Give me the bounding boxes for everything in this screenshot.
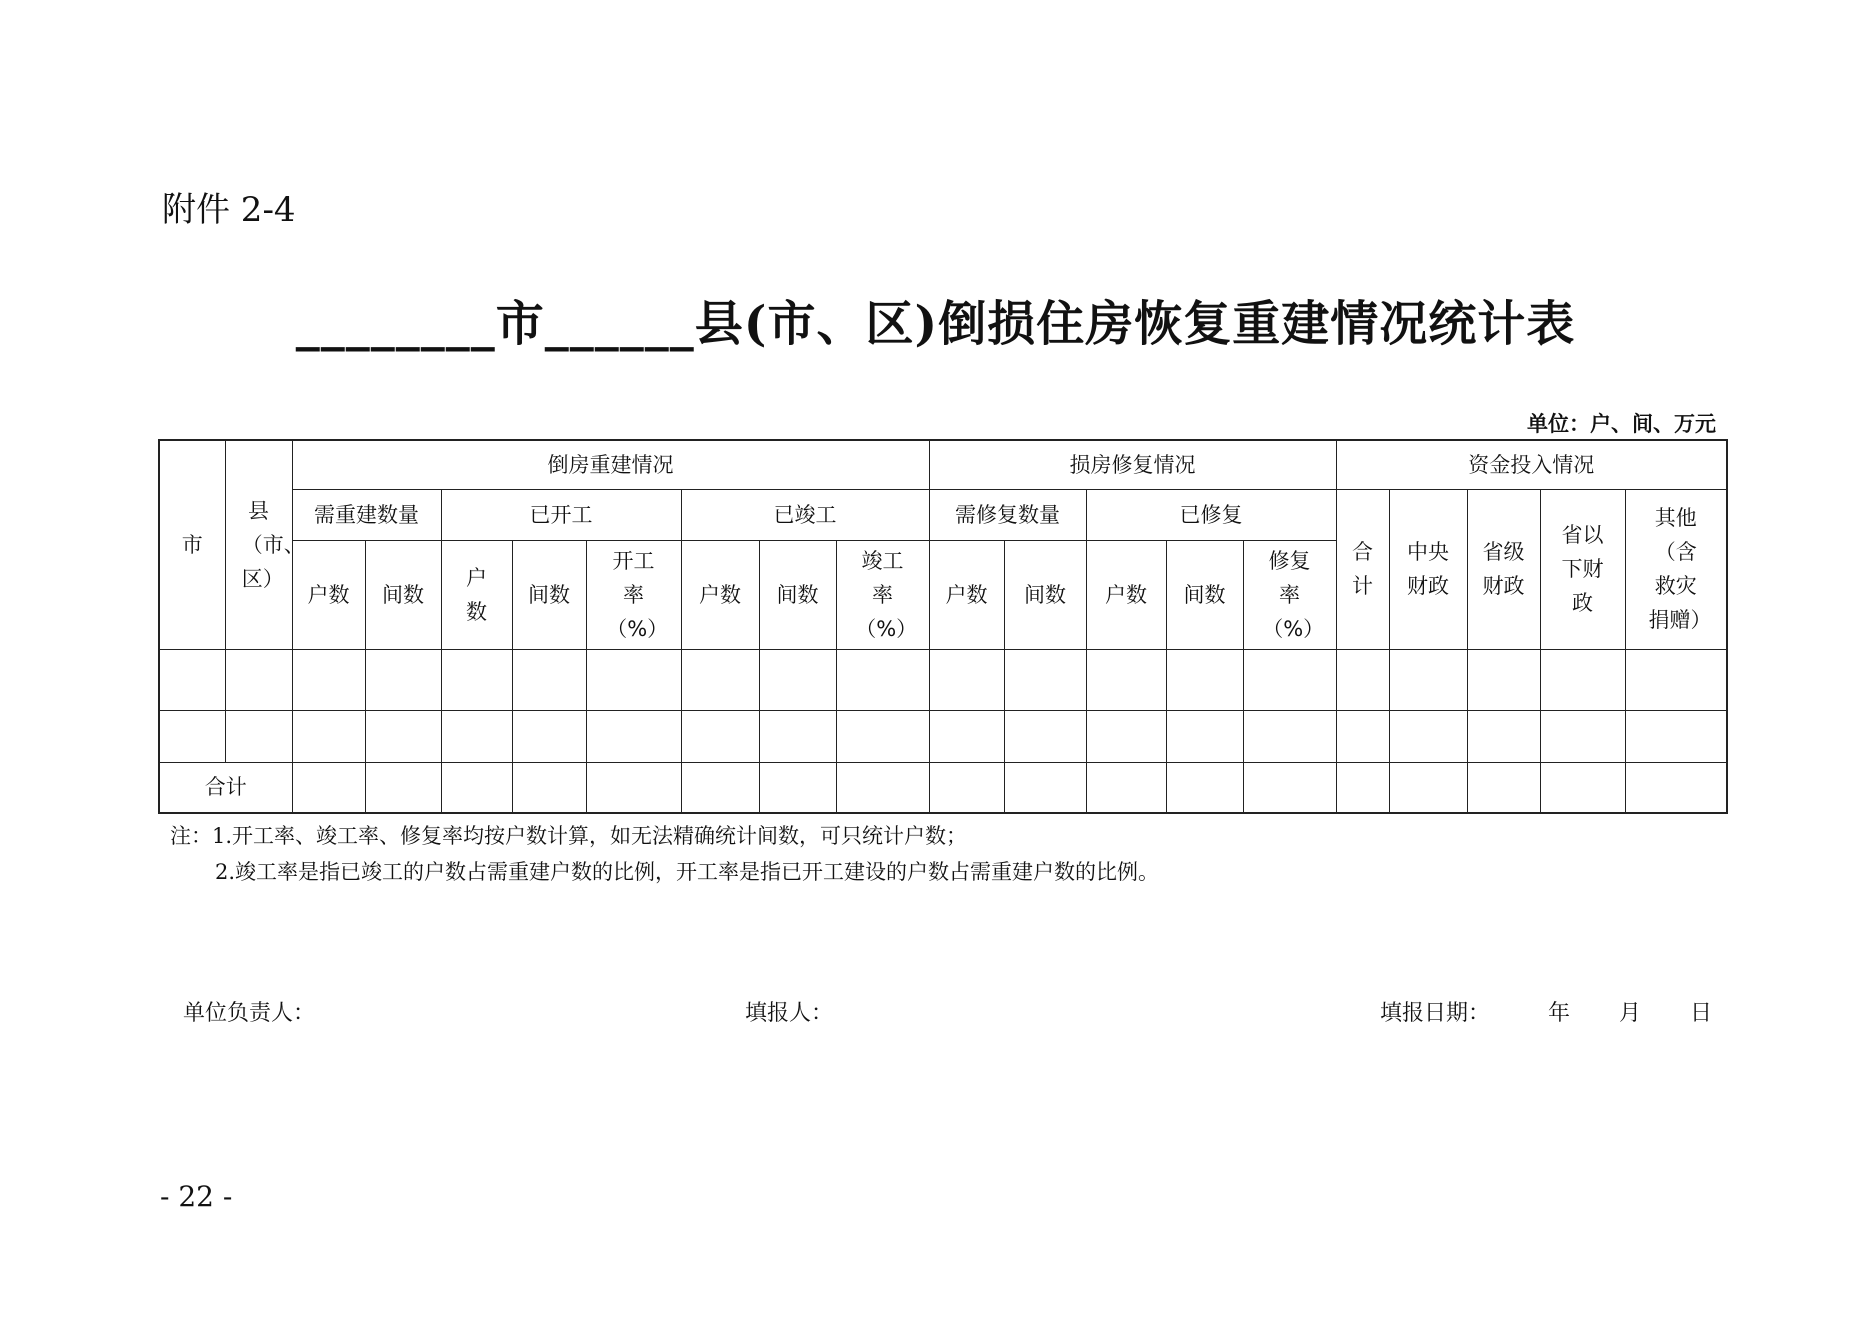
total-row (159, 762, 1727, 813)
header-funds-total: 合计 (1336, 489, 1389, 649)
header-need-repair: 需修复数量 (929, 489, 1086, 540)
header-repaired-rooms: 间数 (1166, 540, 1243, 649)
header-rebuild-rooms: 间数 (365, 540, 441, 649)
page-title: ________市______县(市、区)倒损住房恢复重建情况统计表 (295, 296, 1576, 352)
page-number: - 22 - (160, 1180, 233, 1213)
header-completion-rate: 竣工率（%） (836, 540, 929, 649)
filler-label: 填报人： (745, 1001, 834, 1026)
header-start-rate: 开工率（%） (586, 540, 681, 649)
header-funds-group: 资金投入情况 (1336, 440, 1727, 489)
header-rebuild-households: 户数 (292, 540, 365, 649)
note-line-2: 2.竣工率是指已竣工的户数占需重建户数的比例，开工率是指已开工建设的户数占需重建户数的比例。 (215, 860, 1160, 884)
header-county: 县（市、区） (225, 440, 292, 649)
header-started-rooms: 间数 (512, 540, 586, 649)
header-rebuild-group: 倒房重建情况 (292, 440, 929, 489)
header-started-households: 户数 (441, 540, 512, 649)
header-repair-rate: 修复率（%） (1243, 540, 1336, 649)
attachment-label: 附件 2-4 (162, 190, 296, 230)
date-year-label: 年 (1548, 1001, 1571, 1026)
fill-date-label: 填报日期： (1380, 1001, 1491, 1026)
header-completed-households: 户数 (681, 540, 759, 649)
date-day-label: 日 (1690, 1001, 1713, 1026)
table-row (159, 710, 1727, 762)
header-started: 已开工 (441, 489, 681, 540)
header-repair-group: 损房修复情况 (929, 440, 1336, 489)
header-need-rebuild: 需重建数量 (292, 489, 441, 540)
header-repaired-households: 户数 (1086, 540, 1166, 649)
header-completed: 已竣工 (681, 489, 929, 540)
header-funds-below-province: 省以下财政 (1540, 489, 1625, 649)
header-funds-central: 中央财政 (1389, 489, 1467, 649)
header-funds-other: 其他（含救灾捐赠） (1625, 489, 1727, 649)
table-row (159, 649, 1727, 710)
responsible-person-label: 单位负责人： (183, 1001, 316, 1026)
header-funds-provincial: 省级财政 (1467, 489, 1540, 649)
unit-label: 单位：户、间、万元 (1527, 412, 1716, 436)
total-row-label: 合计 (159, 762, 292, 813)
header-repair-rooms: 间数 (1004, 540, 1086, 649)
date-month-label: 月 (1619, 1001, 1642, 1026)
header-city: 市 (159, 440, 225, 649)
header-repaired: 已修复 (1086, 489, 1336, 540)
statistics-table (158, 439, 1728, 814)
header-completed-rooms: 间数 (759, 540, 836, 649)
note-line-1: 注：1.开工率、竣工率、修复率均按户数计算，如无法精确统计间数，可只统计户数； (170, 824, 968, 848)
header-repair-households: 户数 (929, 540, 1004, 649)
